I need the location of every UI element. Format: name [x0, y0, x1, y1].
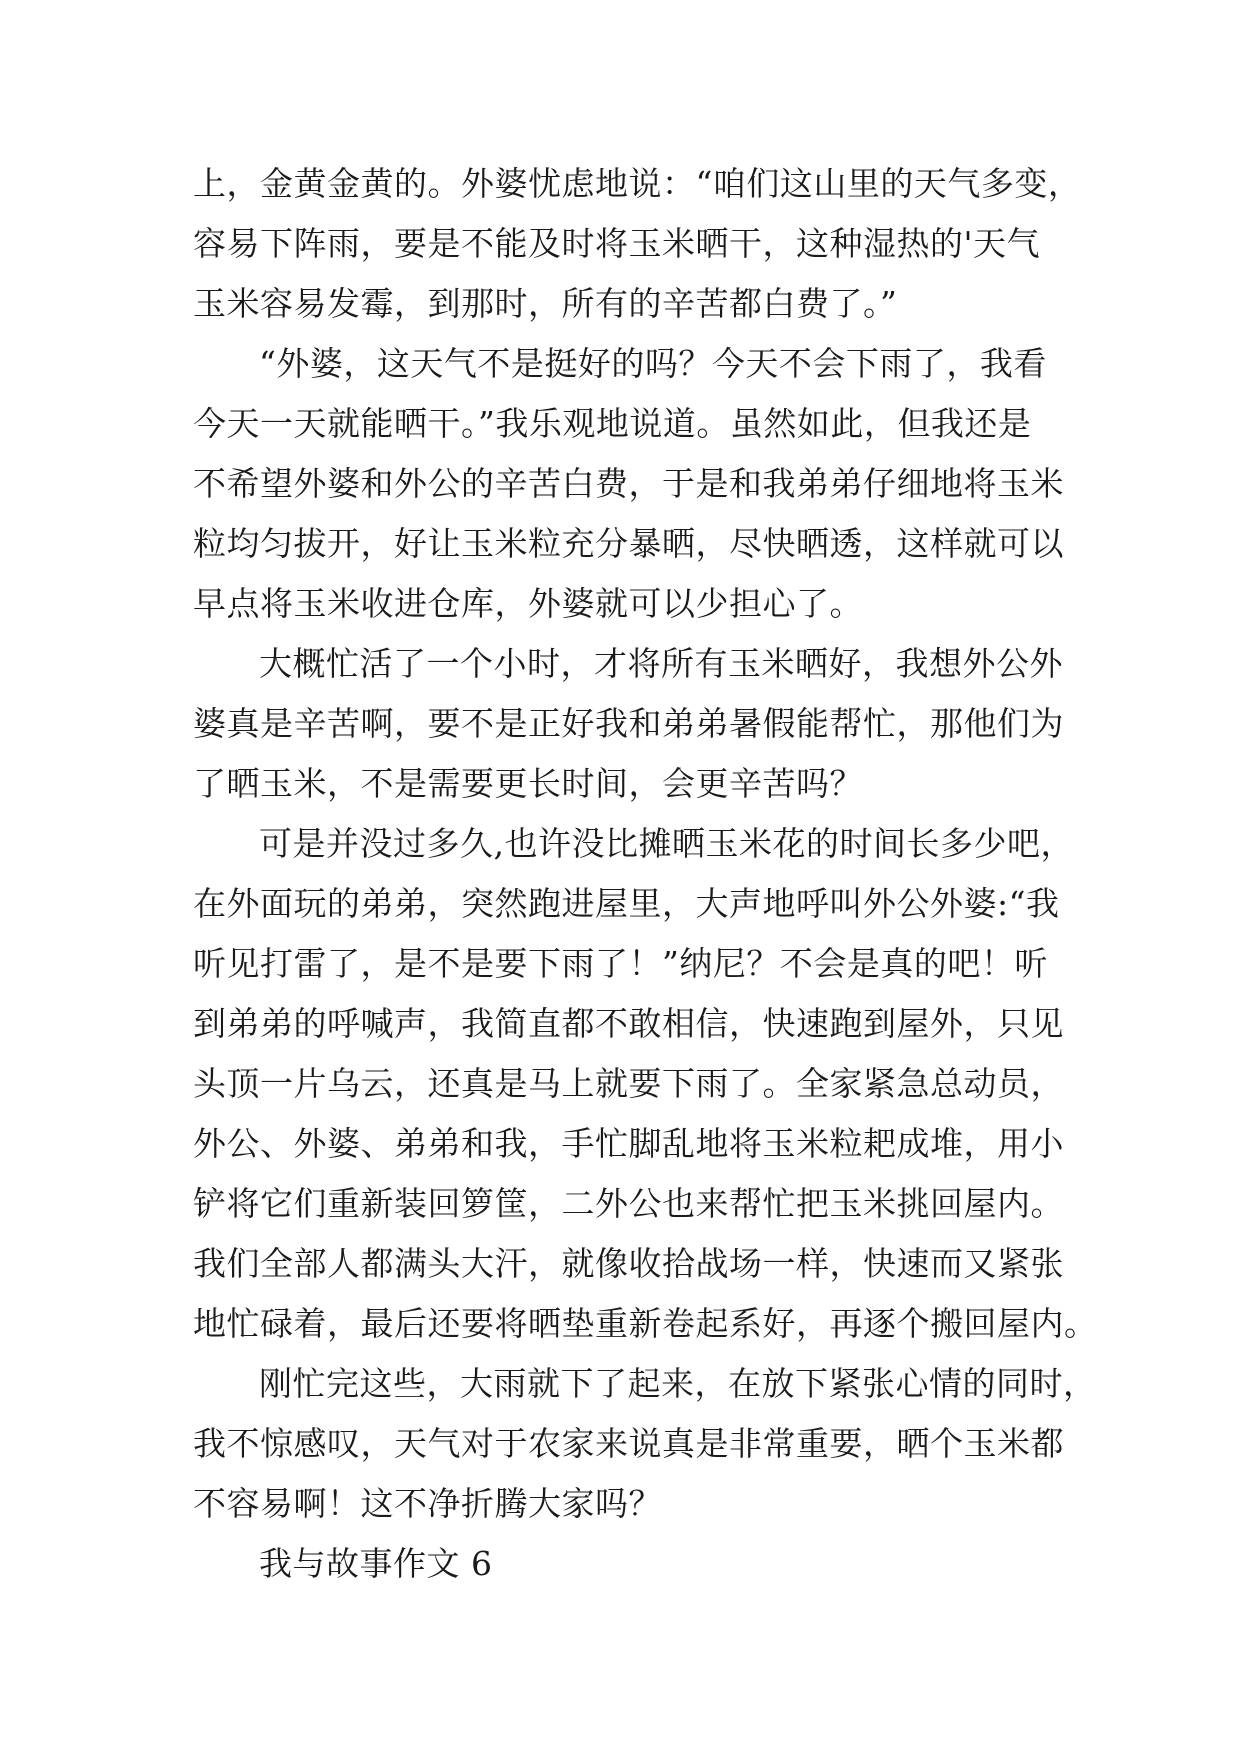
- text-line: 可是并没过多久,也许没比摊晒玉米花的时间长多少吧，: [259, 824, 1074, 863]
- text-line: 头顶一片乌云，还真是马上就要下雨了。全家紧急总动员，: [193, 1064, 1064, 1103]
- text-line: 不容易啊！这不净折腾大家吗？: [193, 1484, 662, 1523]
- text-line: 婆真是辛苦啊，要不是正好我和弟弟暑假能帮忙，那他们为: [193, 704, 1064, 743]
- text-line: 玉米容易发霉，到那时，所有的辛苦都白费了。”: [193, 284, 898, 323]
- text-line: 刚忙完这些，大雨就下了起来，在放下紧张心情的同时，: [259, 1364, 1097, 1403]
- text-line: 铲将它们重新装回箩筐，二外公也来帮忙把玉米挑回屋内。: [193, 1184, 1064, 1223]
- text-line: 大概忙活了一个小时，才将所有玉米晒好，我想外公外: [259, 644, 1063, 683]
- text-line: 今天一天就能晒干。”我乐观地说道。虽然如此，但我还是: [193, 404, 1032, 443]
- text-line: 了晒玉米，不是需要更长时间，会更辛苦吗？: [193, 764, 863, 803]
- text-line: 不希望外婆和外公的辛苦白费，于是和我弟弟仔细地将玉米: [193, 464, 1064, 503]
- document-body: [193, 154, 1098, 1594]
- text-line: “外婆，这天气不是挺好的吗？今天不会下雨了，我看: [259, 344, 1047, 383]
- text-line: 地忙碌着，最后还要将晒垫重新卷起系好，再逐个搬回屋内。: [193, 1304, 1098, 1343]
- text-line: 外公、外婆、弟弟和我，手忙脚乱地将玉米粒耙成堆，用小: [193, 1124, 1064, 1163]
- section-heading: 我与故事作文 6: [259, 1544, 493, 1583]
- text-line: 上，金黄金黄的。外婆忧虑地说：“咱们这山里的天气多变，: [193, 164, 1082, 203]
- text-line: 粒均匀拔开，好让玉米粒充分暴晒，尽快晒透，这样就可以: [193, 524, 1064, 563]
- text-line: 在外面玩的弟弟，突然跑进屋里，大声地呼叫外公外婆:“我: [193, 884, 1060, 923]
- text-line: 听见打雷了，是不是要下雨了！”纳尼？不会是真的吧！听: [193, 944, 1048, 983]
- text-line: 容易下阵雨，要是不能及时将玉米晒干，这种湿热的'天气: [193, 224, 1041, 263]
- text-line: 到弟弟的呼喊声，我简直都不敢相信，快速跑到屋外，只见: [193, 1004, 1064, 1043]
- text-line: 我们全部人都满头大汗，就像收拾战场一样，快速而又紧张: [193, 1244, 1064, 1283]
- text-line: 我不惊感叹，天气对于农家来说真是非常重要，晒个玉米都: [193, 1424, 1064, 1463]
- text-line: 早点将玉米收进仓库，外婆就可以少担心了。: [193, 584, 863, 623]
